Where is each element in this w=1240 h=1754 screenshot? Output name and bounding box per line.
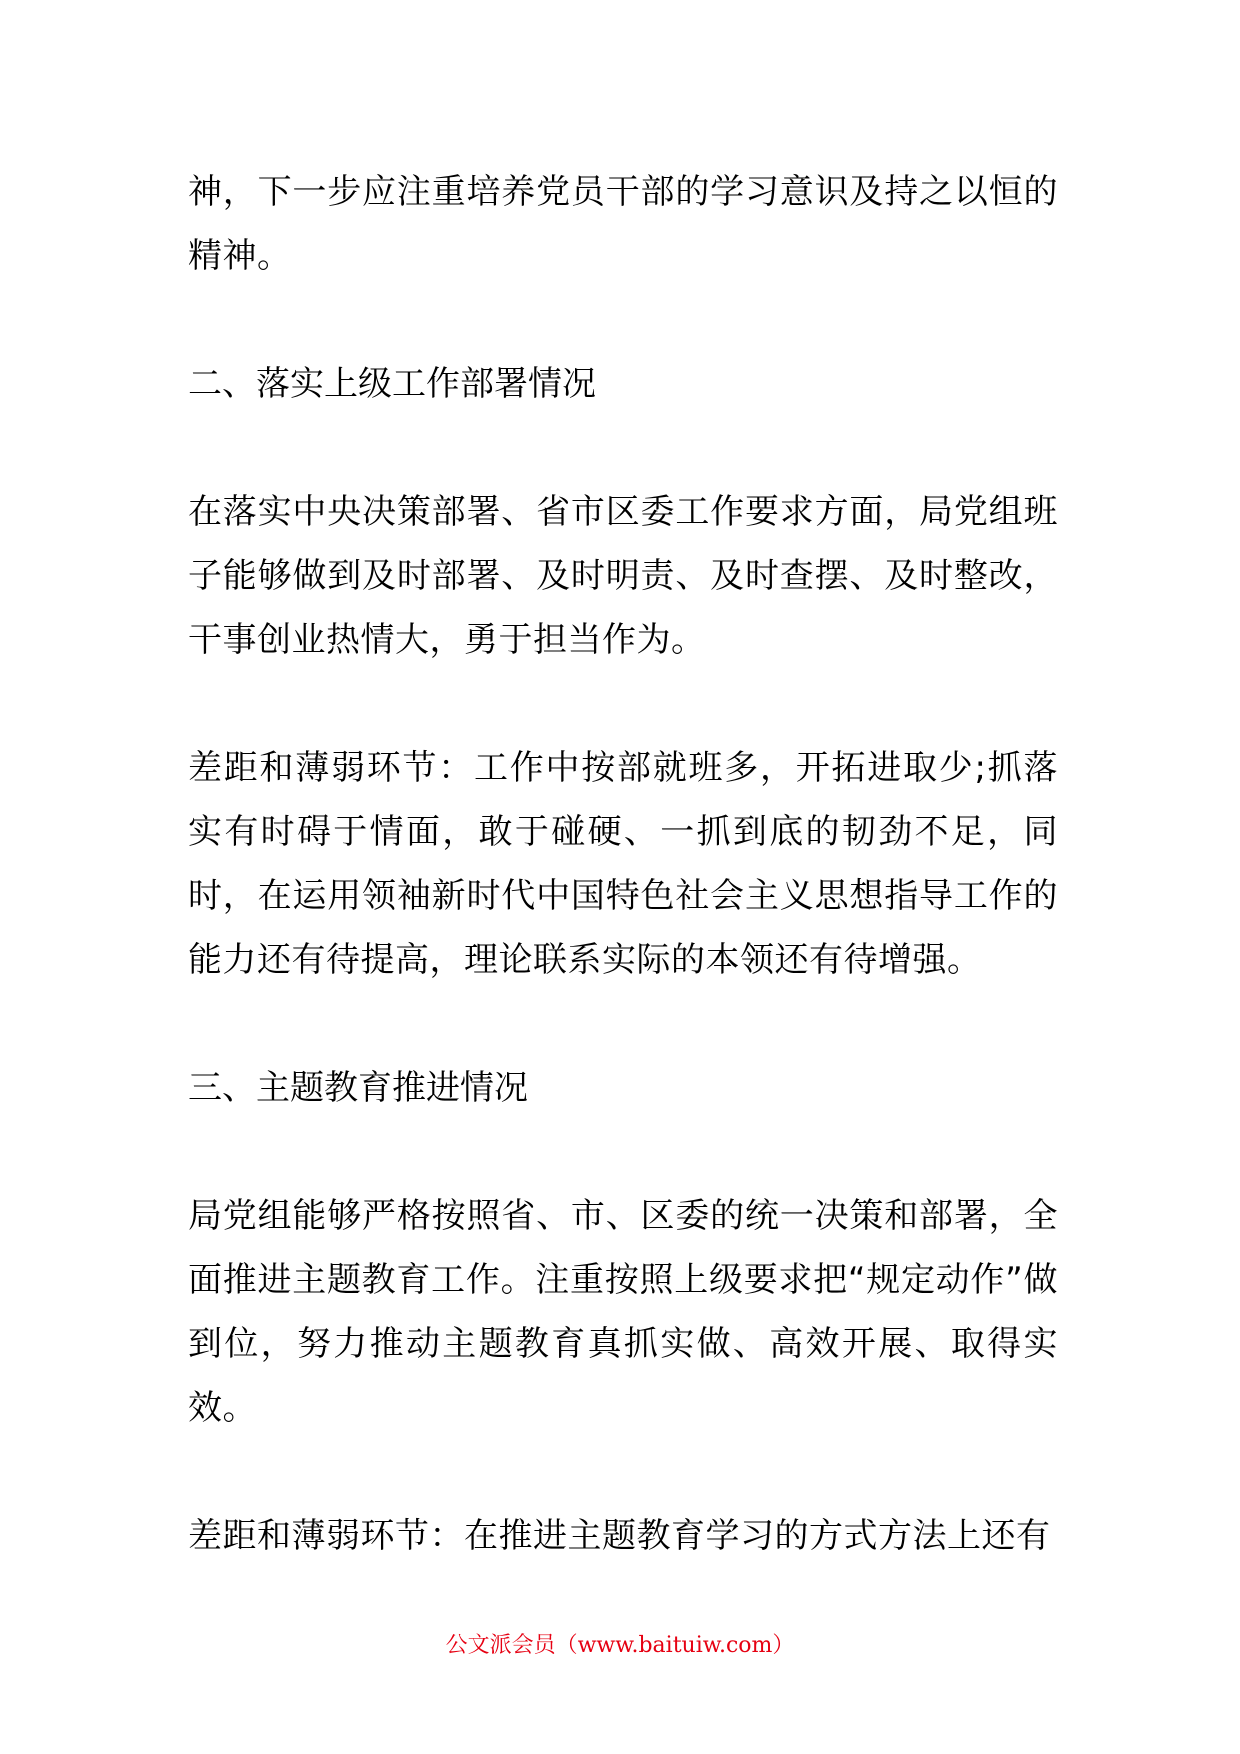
section-heading-2: 二、落实上级工作部署情况	[188, 364, 596, 404]
paragraph-gap	[188, 992, 1058, 1056]
paragraph-implementation: 在落实中央决策部署、省市区委工作要求方面，局党组班子能够做到及时部署、及时明责、及时查摆、及时整改，干事创业热情大，勇于担当作为。	[188, 492, 1058, 660]
paragraph-theme-education: 局党组能够严格按照省、市、区委的统一决策和部署，全面推进主题教育工作。注重按照上级要求把“规定动作”做到位，努力推动主题教育真抓实做、高效开展、取得实效。	[188, 1196, 1058, 1428]
paragraph-continuation: 神，下一步应注重培养党员干部的学习意识及持之以恒的精神。	[188, 172, 1058, 276]
paragraph-gap	[188, 288, 1058, 352]
document-body	[188, 160, 1058, 1568]
paragraph-gaps-weaknesses-1: 差距和薄弱环节：工作中按部就班多，开拓进取少;抓落实有时碍于情面，敢于碰硬、一抓到底的韧劲不足，同时，在运用领袖新时代中国特色社会主义思想指导工作的能力还有待提高，理论联系实际的本领还有待增强。	[188, 748, 1058, 980]
paragraph-gap	[188, 416, 1058, 480]
paragraph-gaps-weaknesses-2: 差距和薄弱环节：在推进主题教育学习的方式方法上还有	[188, 1516, 1051, 1556]
footer-watermark: 公文派会员（www.baituiw.com）	[445, 1633, 795, 1658]
paragraph-gap	[188, 1120, 1058, 1184]
paragraph-gap	[188, 672, 1058, 736]
section-heading-3: 三、主题教育推进情况	[188, 1068, 528, 1108]
paragraph-gap	[188, 1440, 1058, 1504]
